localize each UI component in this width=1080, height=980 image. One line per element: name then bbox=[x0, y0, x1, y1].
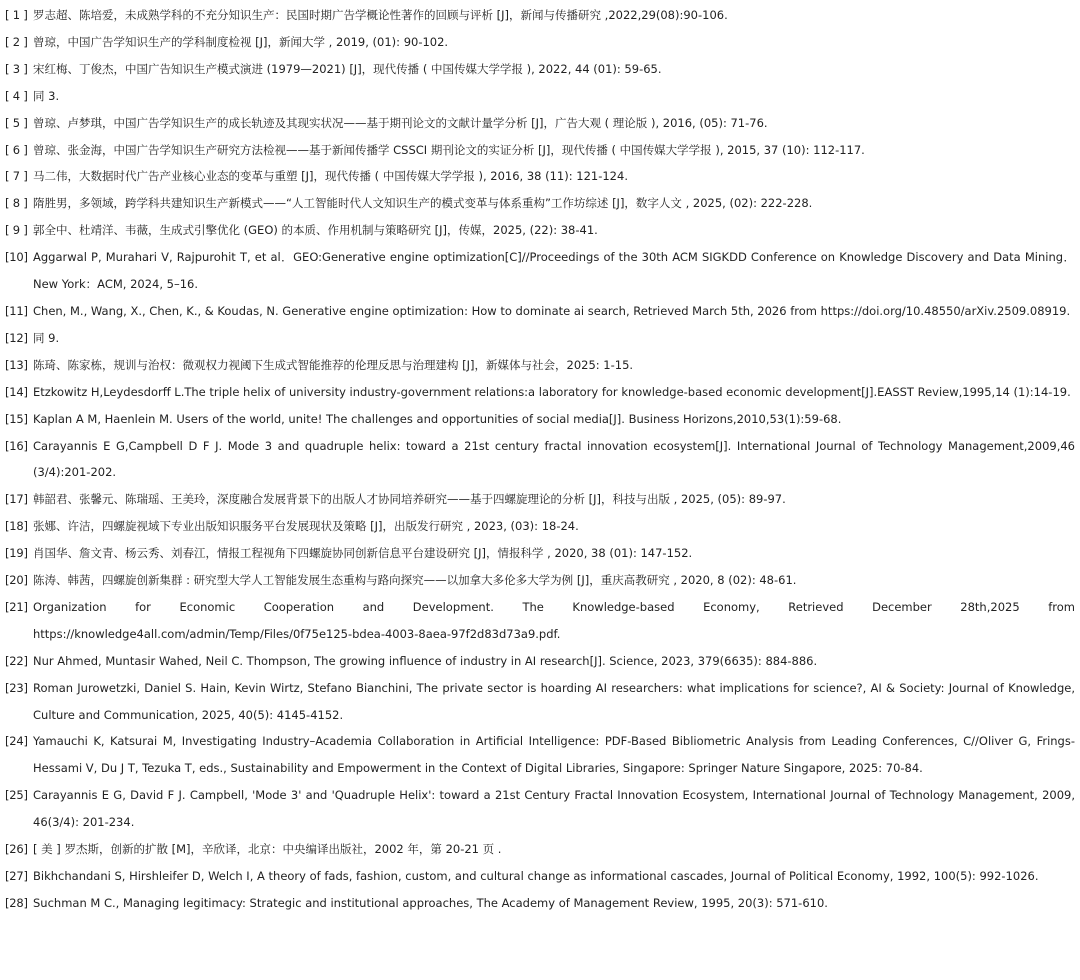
reference-item bbox=[5, 782, 1075, 836]
reference-item bbox=[5, 406, 1075, 433]
reference-item bbox=[5, 217, 1075, 244]
reference-number: [28] bbox=[5, 895, 28, 910]
reference-item bbox=[5, 110, 1075, 137]
reference-number: [26] bbox=[5, 842, 28, 857]
reference-item bbox=[5, 433, 1075, 487]
reference-text: Carayannis E G, David F J. Campbell, 'Mode 3' and 'Quadruple Helix': toward a 21st Century Fractal Innovation Ecosystem, International Journal of Technology Management, 2009, 46(3/4): 201-234. bbox=[33, 788, 1075, 830]
reference-number: [12] bbox=[5, 330, 28, 345]
reference-text: 张娜、许洁，四螺旋视域下专业出版知识服务平台发展现状及策略 [J]，出版发行研究 , 2023, (03): 18-24. bbox=[33, 519, 579, 534]
reference-item bbox=[5, 728, 1075, 782]
reference-item bbox=[5, 190, 1075, 217]
reference-number: [10] bbox=[5, 250, 28, 265]
reference-number: [25] bbox=[5, 788, 28, 803]
reference-text: [ 美 ] 罗杰斯，创新的扩散 [M]，辛欣译，北京：中央编译出版社，2002 年，第 20-21 页 . bbox=[33, 842, 502, 857]
reference-item bbox=[5, 540, 1075, 567]
reference-text: 罗志超、陈培爱，未成熟学科的不充分知识生产：民国时期广告学概论性著作的回顾与评析 [J]，新闻与传播研究 ,2022,29(08):90-106. bbox=[33, 8, 728, 22]
reference-number: [17] bbox=[5, 492, 28, 507]
reference-text: 马二伟，大数据时代广告产业核心业态的变革与重塑 [J]，现代传播 ( 中国传媒大学学报 ), 2016, 38 (11): 121-124. bbox=[33, 169, 628, 184]
reference-number: [ 1 ] bbox=[5, 8, 28, 22]
reference-number: [23] bbox=[5, 680, 28, 695]
reference-text: 曾琼、张金海，中国广告学知识生产研究方法检视——基于新闻传播学 CSSCI 期刊论文的实证分析 [J]，现代传播 ( 中国传媒大学学报 ), 2015, 37 (10): 112-117. bbox=[33, 142, 865, 157]
reference-text: 郭全中、杜靖洋、韦薇，生成式引擎优化 (GEO) 的本质、作用机制与策略研究 [J]，传媒，2025, (22): 38-41. bbox=[33, 223, 598, 238]
reference-number: [13] bbox=[5, 357, 28, 372]
reference-text: 宋红梅、丁俊杰，中国广告知识生产模式演进 (1979—2021) [J]，现代传播 ( 中国传媒大学学报 ), 2022, 44 (01): 59-65. bbox=[33, 61, 662, 76]
reference-number: [19] bbox=[5, 546, 28, 561]
reference-item bbox=[5, 513, 1075, 540]
reference-text: 肖国华、詹文青、杨云秀、刘春江，情报工程视角下四螺旋协同创新信息平台建设研究 [J]，情报科学 , 2020, 38 (01): 147-152. bbox=[33, 546, 693, 561]
reference-text: 同 9. bbox=[33, 330, 60, 345]
reference-number: [ 8 ] bbox=[5, 196, 28, 211]
reference-item bbox=[5, 836, 1075, 863]
reference-number: [ 2 ] bbox=[5, 34, 28, 49]
reference-text: 陈涛、韩茜，四螺旋创新集群 : 研究型大学人工智能发展生态重构与路向探究——以加拿大多伦多大学为例 [J]，重庆高教研究 , 2020, 8 (02): 48-61. bbox=[33, 573, 797, 588]
reference-list bbox=[5, 2, 1075, 917]
reference-number: [27] bbox=[5, 869, 28, 883]
reference-number: [18] bbox=[5, 519, 28, 534]
reference-number: [15] bbox=[5, 411, 28, 426]
reference-item bbox=[5, 163, 1075, 190]
reference-text: Aggarwal P, Murahari V, Rajpurohit T, et al．GEO:Generative engine optimization[C]//Proceedings of the 30th ACM SIGKDD Conference on Knowledge Discovery and Data Mining．New York：ACM, 2024, 5–16. bbox=[33, 250, 1075, 292]
reference-text: Suchman M C., Managing legitimacy: Strategic and institutional approaches, The Academy of Management Review, 1995, 20(3): 571-610. bbox=[33, 895, 828, 910]
reference-item bbox=[5, 29, 1075, 56]
reference-number: [14] bbox=[5, 384, 28, 399]
reference-number: [ 9 ] bbox=[5, 223, 28, 238]
reference-item bbox=[5, 2, 1075, 29]
reference-number: [ 4 ] bbox=[5, 88, 28, 103]
reference-item bbox=[5, 379, 1075, 406]
reference-text: 隋胜男，多领域，跨学科共建知识生产新模式——“人工智能时代人文知识生产的模式变革与体系重构”工作坊综述 [J]，数字人文 , 2025, (02): 222-228. bbox=[33, 196, 813, 211]
reference-item bbox=[5, 863, 1075, 890]
reference-text: Bikhchandani S, Hirshleifer D, Welch I, A theory of fads, fashion, custom, and cultural change as informational cascades, Journal of Political Economy, 1992, 100(5): 992-1026. bbox=[33, 869, 1039, 883]
reference-text: Organization for Economic Cooperation and Development. The Knowledge-based Economy, Retrieved December 28th,2025 from https://knowledge4all.com/admin/Temp/Files/0f75e125-bdea-4003-8aea-97f2d83d73a9.pdf. bbox=[33, 599, 1075, 641]
reference-item bbox=[5, 675, 1075, 729]
reference-number: [ 5 ] bbox=[5, 115, 28, 130]
reference-item bbox=[5, 298, 1075, 325]
reference-number: [24] bbox=[5, 734, 28, 749]
reference-text: Etzkowitz H,Leydesdorff L.The triple helix of university industry-government relations:a laboratory for knowledge-based economic development[J].EASST Review,1995,14 (1):14-19. bbox=[33, 384, 1071, 399]
reference-item bbox=[5, 567, 1075, 594]
reference-number: [22] bbox=[5, 653, 28, 668]
reference-item bbox=[5, 890, 1075, 917]
reference-text: Roman Jurowetzki, Daniel S. Hain, Kevin Wirtz, Stefano Bianchini, The private sector is hoarding AI researchers: what implications for science?, AI & Society: Journal of Knowledge, Culture and Communication, 2025, 40(5): 4145-4152. bbox=[33, 680, 1075, 722]
reference-text: 陈琦、陈家栋，规训与治权：微观权力视阈下生成式智能推荐的伦理反思与治理建构 [J]，新媒体与社会，2025: 1-15. bbox=[33, 357, 634, 372]
reference-text: 同 3. bbox=[33, 88, 60, 103]
reference-item bbox=[5, 83, 1075, 110]
reference-text: Carayannis E G,Campbell D F J. Mode 3 and quadruple helix: toward a 21st century fractal innovation ecosystem[J]. International Journal of Technology Management,2009,46 (3/4):201-202. bbox=[33, 438, 1075, 480]
reference-text: 韩韶君、张馨元、陈瑞瑶、王美玲，深度融合发展背景下的出版人才协同培养研究——基于四螺旋理论的分析 [J]，科技与出版 , 2025, (05): 89-97. bbox=[33, 492, 786, 507]
reference-text: Yamauchi K, Katsurai M, Investigating Industry–Academia Collaboration in Artificial Intelligence: PDF-Based Bibliometric Analysis from Leading Conferences, C//Oliver G, Frings-Hessami V, Du J T, Tezuka T, eds., Sustainability and Empowerment in the Context of Digital Libraries, Singapore: Springer Nature Singapore, 2025: 70-84. bbox=[33, 734, 1075, 776]
reference-number: [20] bbox=[5, 573, 28, 588]
reference-number: [ 6 ] bbox=[5, 142, 28, 157]
reference-item bbox=[5, 244, 1075, 298]
reference-item bbox=[5, 56, 1075, 83]
reference-number: [ 7 ] bbox=[5, 169, 28, 184]
reference-number: [21] bbox=[5, 599, 28, 614]
reference-item bbox=[5, 486, 1075, 513]
reference-text: Chen, M., Wang, X., Chen, K., & Koudas, N. Generative engine optimization: How to dominate ai search, Retrieved March 5th, 2026 from https://doi.org/10.48550/arXiv.2509.08919. bbox=[33, 303, 1071, 318]
reference-item bbox=[5, 352, 1075, 379]
reference-text: Nur Ahmed, Muntasir Wahed, Neil C. Thompson, The growing influence of industry in AI research[J]. Science, 2023, 379(6635): 884-886. bbox=[33, 653, 818, 668]
reference-number: [ 3 ] bbox=[5, 61, 28, 76]
reference-text: 曾琼、卢梦琪，中国广告学知识生产的成长轨迹及其现实状况——基于期刊论文的文献计量学分析 [J]，广告大观 ( 理论版 ), 2016, (05): 71-76. bbox=[33, 115, 768, 130]
reference-item bbox=[5, 648, 1075, 675]
reference-item bbox=[5, 594, 1075, 648]
reference-text: 曾琼，中国广告学知识生产的学科制度检视 [J]，新闻大学 , 2019, (01): 90-102. bbox=[33, 34, 449, 49]
reference-item bbox=[5, 325, 1075, 352]
reference-number: [11] bbox=[5, 303, 28, 318]
reference-text: Kaplan A M, Haenlein M. Users of the world, unite! The challenges and opportunities of social media[J]. Business Horizons,2010,53(1):59-68. bbox=[33, 411, 842, 426]
reference-number: [16] bbox=[5, 438, 28, 453]
reference-item bbox=[5, 137, 1075, 164]
